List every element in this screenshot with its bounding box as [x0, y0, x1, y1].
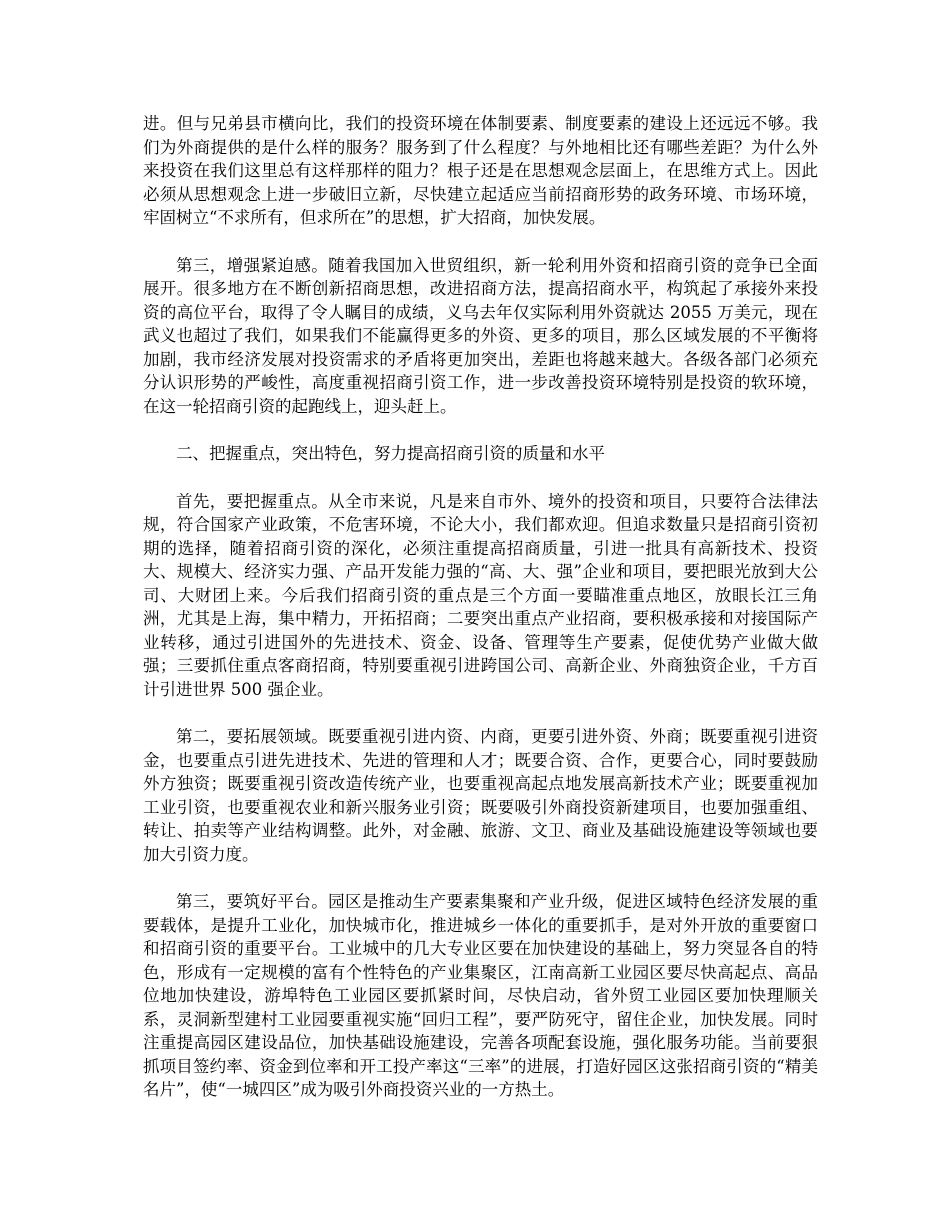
paragraph-continuation: 进。但与兄弟县市横向比，我们的投资环境在体制要素、制度要素的建设上还远远不够。我们为外商提供的是什么样的服务？服务到了什么程度？与外地相比还有哪些差距？为什么外来投资在我们这里总有这样那样的阻力？根子还是在思想观念层面上，在思维方式上。因此必须从思想观念上进一步破旧立新，尽快建立起适应当前招商形势的政务环境、市场环境，牢固树立“不求所有，但求所在”的思想，扩大招商，加快发展。: [143, 114, 818, 227]
section-heading: 二、把握重点，突出特色，努力提高招商引资的质量和水平: [176, 444, 605, 463]
paragraph-expand-fields: 第二，要拓展领域。既要重视引进内资、内商，更要引进外资、外商；既要重视引进资金，也要重点引进先进技术、先进的管理和人才；既要合资、合作，更要合心，同时要鼓励外方独资；既要重视引资改造传统产业，也要重视高起点地发展高新技术产业；既要重视加工业引资，也要重视农业和新兴服务业引资；既要吸引外商投资新建项目，也要加强重组、转让、拍卖等产业结构调整。此外，对金融、旅游、文卫、商业及基础设施建设等领域也要加大引资力度。: [143, 727, 818, 864]
paragraph-build-platform: 第三，要筑好平台。园区是推动生产要素集聚和产业升级，促进区域特色经济发展的重要载体，是提升工业化，加快城市化，推进城乡一体化的重要抓手，是对外开放的重要窗口和招商引资的重要平台。工业城中的几大专业区要在加快建设的基础上，努力突显各自的特色，形成有一定规模的富有个性特色的产业集聚区，江南高新工业园区要尽快高起点、高品位地加快建设，游埠特色工业园区要抓紧时间，尽快启动，省外贸工业园区要加快理顺关系，灵洞新型建村工业园要重视实施“回归工程”，要严防死守，留住企业，加快发展。同时注重提高园区建设品位，加快基础设施建设，完善各项配套设施，强化服务功能。当前要狠抓项目签约率、资金到位率和开工投产率这“三率”的进展，打造好园区这张招商引资的“精美名片”，使“一城四区”成为吸引外商投资兴业的一方热土。: [143, 892, 818, 1099]
paragraph-urgency: 第三，增强紧迫感。随着我国加入世贸组织，新一轮利用外资和招商引资的竞争已全面展开。很多地方在不断创新招商思想，改进招商方法，提高招商水平，构筑起了承接外来投资的高位平台，取得了令人瞩目的成绩，义乌去年仅实际利用外资就达 2055 万美元，现在武义也超过了我们，如果我们不能赢得更多的外资、更多的项目，那么区域发展的不平衡将加剧，我市经济发展对投资需求的矛盾将更加突出，差距也将越来越大。各级各部门必须充分认识形势的严峻性，高度重视招商引资工作，进一步改善投资环境特别是投资的软环境，在这一轮招商引资的起跑线上，迎头赶上。: [143, 255, 818, 416]
paragraph-key-points: 首先，要把握重点。从全市来说，凡是来自市外、境外的投资和项目，只要符合法律法规，符合国家产业政策，不危害环境，不论大小，我们都欢迎。但追求数量只是招商引资初期的选择，随着招商引资的深化，必须注重提高招商质量，引进一批具有高新技术、投资大、规模大、经济实力强、产品开发能力强的“高、大、强”企业和项目，要把眼光放到大公司、大财团上来。今后我们招商引资的重点是三个方面一要瞄准重点地区，放眼长江三角洲，尤其是上海，集中精力，开拓招商；二要突出重点产业招商，要积极承接和对接国际产业转移，通过引进国外的先进技术、资金、设备、管理等生产要素，促使优势产业做大做强；三要抓住重点客商招商，特别要重视引进跨国公司、高新企业、外商独资企业，千方百计引进世界 500 强企业。: [143, 491, 818, 699]
document-page: [143, 112, 818, 1126]
